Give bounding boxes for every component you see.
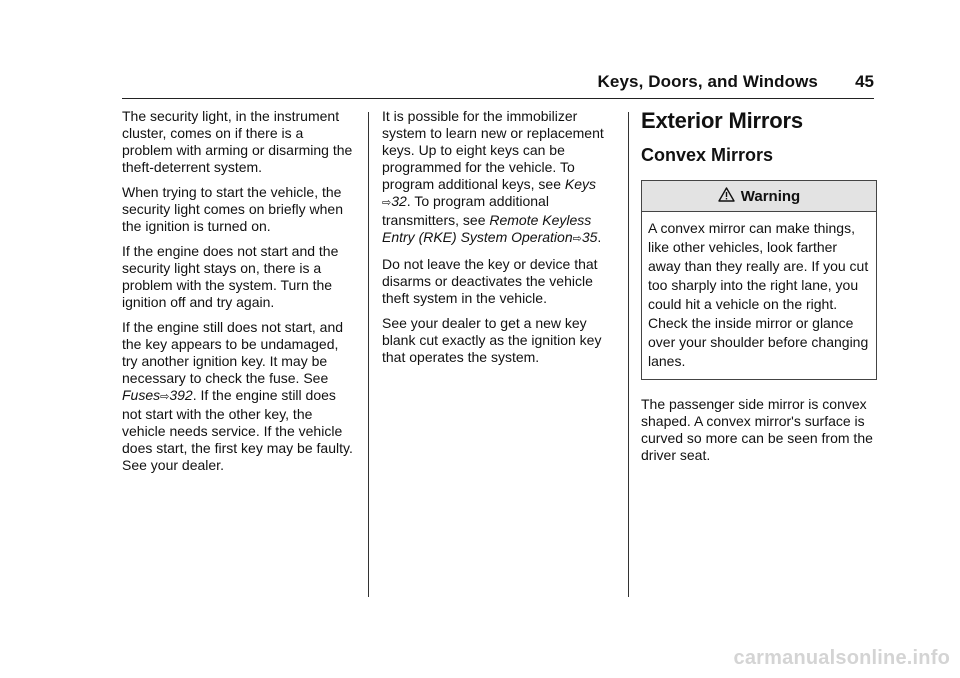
page-reference[interactable]: 392 (169, 387, 193, 403)
cross-reference-link[interactable]: Fuses (122, 387, 161, 403)
watermark: carmanualsonline.info (733, 647, 950, 669)
column-divider-1 (368, 112, 369, 597)
warning-header (642, 181, 876, 212)
paragraph-text: . If the engine still does not start with the other key, the vehicle needs service. If the vehicle does start, the first key may be faulty. See your dealer. (122, 387, 353, 473)
column-middle (382, 108, 616, 374)
subsection-title: Convex Mirrors (641, 145, 774, 165)
paragraph-text: . (597, 229, 602, 245)
section-title: Exterior Mirrors (641, 108, 803, 133)
cross-reference-link[interactable]: Keys (564, 176, 596, 192)
page-reference[interactable]: 32 (391, 193, 407, 209)
column-left (122, 108, 354, 482)
paragraph-text: . To program additional transmitters, see (382, 193, 549, 228)
warning-triangle-icon (718, 187, 735, 206)
xref-arrow-icon: ⇨ (382, 197, 392, 209)
page-header (122, 70, 874, 99)
paragraph-text: It is possible for the immobilizer system to learn new or replacement keys. Up to eight keys can be programmed for the vehicle. To program additional keys, see (382, 108, 604, 192)
warning-box (641, 180, 877, 380)
paragraph: See your dealer to get a new key blank cut exactly as the ignition key that operates the system. (382, 315, 602, 365)
column-divider-2 (628, 112, 629, 597)
page-number: 45 (855, 72, 874, 91)
paragraph: Do not leave the key or device that disarms or deactivates the vehicle theft system in the vehicle. (382, 256, 598, 306)
xref-arrow-icon: ⇨ (572, 233, 582, 245)
xref-arrow-icon: ⇨ (160, 391, 170, 403)
paragraph: The security light, in the instrument cluster, comes on if there is a problem with arming or disarming the theft-deterrent system. (122, 108, 353, 175)
paragraph (122, 319, 354, 474)
column-right (641, 108, 877, 472)
paragraph (382, 108, 616, 248)
paragraph: If the engine does not start and the security light stays on, there is a problem with the system. Turn the ignition off and try again. (122, 243, 339, 310)
paragraph-text: If the engine still does not start, and the key appears to be undamaged, try another ignition key. It may be necessary to check the fuse. See (122, 319, 344, 386)
paragraph: When trying to start the vehicle, the security light comes on briefly when the ignition is turned on. (122, 184, 343, 234)
page-reference[interactable]: 35 (581, 229, 598, 245)
warning-text: A convex mirror can make things, like other vehicles, look farther away than they really are. If you cut too sharply into the right lane, you could hit a vehicle on the right. Check the inside mirror or glance over your shoulder before changing lanes. (648, 220, 869, 369)
chapter-title: Keys, Doors, and Windows (597, 72, 818, 91)
paragraph: The passenger side mirror is convex shaped. A convex mirror's surface is curved so more can be seen from the driver seat. (641, 396, 873, 463)
warning-label: Warning (740, 187, 801, 205)
cross-reference-link[interactable]: Remote Keyless Entry (RKE) System Operation (382, 212, 592, 245)
